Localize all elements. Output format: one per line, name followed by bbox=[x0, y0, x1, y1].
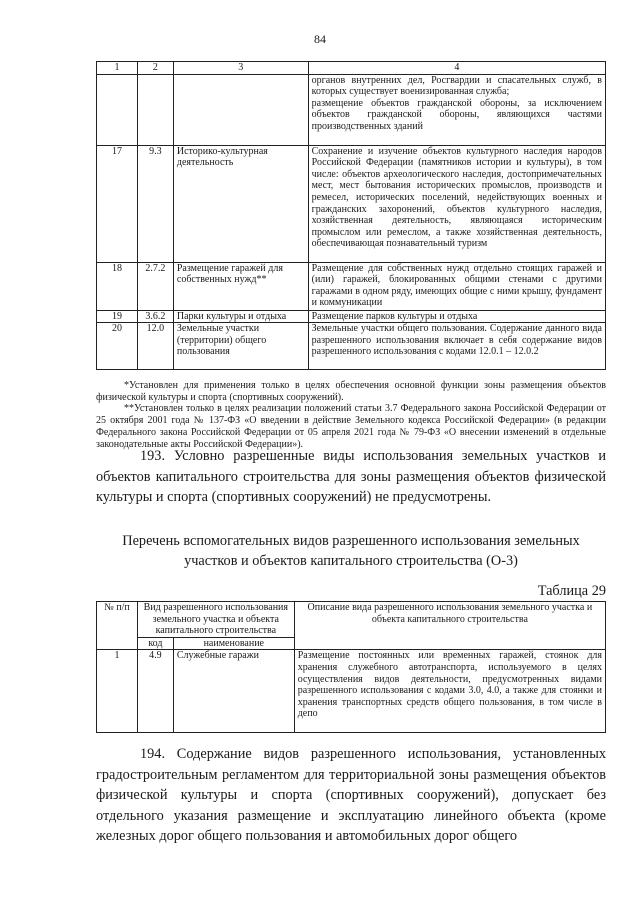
row-name: Историко-культурная деятельность bbox=[173, 145, 308, 262]
table-row bbox=[97, 310, 606, 323]
row-name: Служебные гаражи bbox=[173, 650, 294, 733]
continuation-cell: органов внутренних дел, Росгвардии и спасательных служб, в которых существует военизированная служба; размещение объектов гражданской обороны, за исключением объектов гражданской обороны, являющихся частями производственных зданий bbox=[308, 74, 605, 145]
table-header-row bbox=[97, 602, 606, 638]
col-number-header: № п/п bbox=[97, 602, 138, 650]
row-description: Земельные участки общего пользования. Содержание данного вида разрешенного использования включает в себя содержание видов разрешенного использования с кодами 12.0.1 – 12.0.2 bbox=[308, 323, 605, 370]
paragraph-194 bbox=[96, 744, 606, 847]
row-name: Размещение гаражей для собственных нужд** bbox=[173, 262, 308, 310]
page-number: 84 bbox=[314, 32, 326, 46]
row-description: Сохранение и изучение объектов культурного наследия народов Российской Федерации (памятников истории и культуры), в том числе: объектов археологического наследия, достопримечательных мест, мест бытования исторических промыслов, производств и ремесел, исторических поселений, недействующих военных и гражданских захоронений, объектов культурного наследия, хозяйственная деятельность, являющаяся историческим промыслом или ремеслом, а также хозяйственная деятельность, обеспечивающая познавательный туризм bbox=[308, 145, 605, 262]
table-caption: Таблица 29 bbox=[537, 583, 606, 599]
row-number: 17 bbox=[97, 145, 138, 262]
row-number: 18 bbox=[97, 262, 138, 310]
table-row bbox=[97, 650, 606, 733]
row-number: 19 bbox=[97, 310, 138, 323]
col-code-header: код bbox=[137, 637, 173, 650]
row-code: 2.7.2 bbox=[137, 262, 173, 310]
row-code: 4.9 bbox=[137, 650, 173, 733]
row-description: Размещение парков культуры и отдыха bbox=[308, 310, 605, 323]
paragraph-text: 194. Содержание видов разрешенного использования, установленных градостроительным регламентом для территориальной зоны размещения объектов физической культуры и спорта (спортивных сооружений), допускает без отдельного указания размещение и эксплуатацию линейного объекта (кроме железных дорог общего пользования и автомобильных дорог общего bbox=[96, 746, 606, 844]
row-code: 3.6.2 bbox=[137, 310, 173, 323]
footnote: *Установлен для применения только в целях обеспечения основной функции зоны размещения объектов физической культуры и спорта (спортивных сооружений). bbox=[96, 380, 606, 403]
col-1-header: 1 bbox=[97, 62, 138, 75]
table-row bbox=[97, 323, 606, 370]
col-description-header: Описание вида разрешенного использования земельного участка и объекта капитального строительства bbox=[294, 602, 605, 650]
col-name-header: наименование bbox=[173, 637, 294, 650]
paragraph-193 bbox=[96, 446, 606, 508]
row-description: Размещение постоянных или временных гаражей, стоянок для хранения служебного автотранспорта, используемого в целях осуществления видов деятельности, предусмотренных видами разрешенного использования с кодами 3.0, 4.0, а также для стоянки и хранения транспортных средств общего пользования, в том числе в депо bbox=[294, 650, 605, 733]
col-2-header: 2 bbox=[137, 62, 173, 75]
col-3-header: 3 bbox=[173, 62, 308, 75]
row-name: Парки культуры и отдыха bbox=[173, 310, 308, 323]
row-description: Размещение для собственных нужд отдельно стоящих гаражей и (или) гаражей, блокированных общими стенами с другими гаражами в одном ряду, имеющих общие с ними крышу, фундамент и коммуникации bbox=[308, 262, 605, 310]
footnote: **Установлен только в целях реализации положений статьи 3.7 Федерального закона Российской Федерации от 25 октября 2001 года № 137-ФЗ «О введении в действие Земельного кодекса Российской Федерации» (в редакции Федерального закона Российской Федерации от 05 апреля 2021 года № 79-ФЗ «О внесении изменений в отдельные законодательные акты Российской Федерации»). bbox=[96, 403, 606, 450]
row-number: 1 bbox=[97, 650, 138, 733]
section-heading: Перечень вспомогательных видов разрешенного использования земельных участков и объектов капитального строительства (О-3) bbox=[122, 533, 580, 569]
table-row bbox=[97, 145, 606, 262]
row-number: 20 bbox=[97, 323, 138, 370]
row-code: 9.3 bbox=[137, 145, 173, 262]
permitted-uses-table-continued bbox=[96, 61, 606, 370]
row-name: Земельные участки (территории) общего пользования bbox=[173, 323, 308, 370]
col-type-header: Вид разрешенного использования земельного участка и объекта капитального строительства bbox=[137, 602, 294, 638]
paragraph-text: 193. Условно разрешенные виды использования земельных участков и объектов капитального строительства для зоны размещения объектов физической культуры и спорта (спортивных сооружений) не предусмотрены. bbox=[96, 448, 606, 505]
auxiliary-uses-table bbox=[96, 601, 606, 733]
col-4-header: 4 bbox=[308, 62, 605, 75]
table-row bbox=[97, 74, 606, 145]
footnotes bbox=[96, 380, 606, 450]
table-row bbox=[97, 262, 606, 310]
row-code: 12.0 bbox=[137, 323, 173, 370]
table-header-row bbox=[97, 62, 606, 75]
